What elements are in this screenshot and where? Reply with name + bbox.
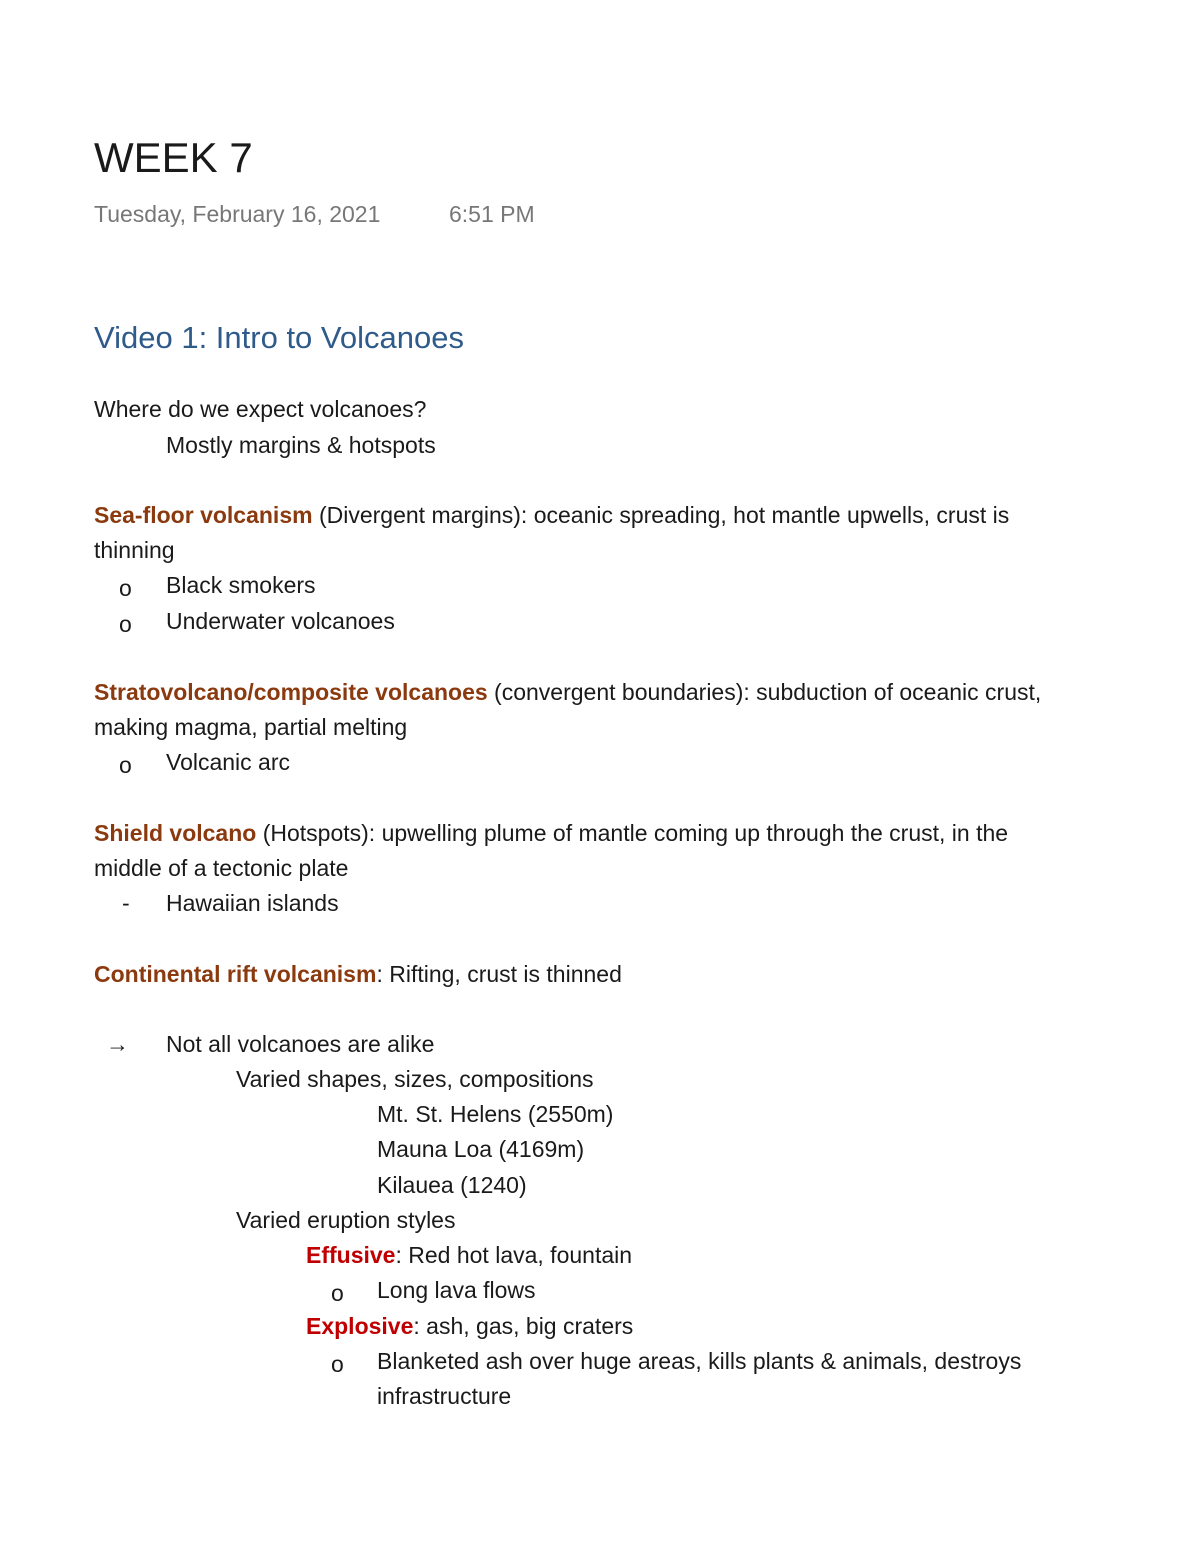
list-item: Blanketed ash over huge areas, kills plants & animals, destroys [377,1348,1022,1374]
page-title: WEEK 7 [94,134,253,181]
list-item: Black smokers [166,572,316,598]
shield-desc-2: middle of a tectonic plate [94,855,349,881]
list-item: Volcanic arc [166,749,291,775]
strato-desc-2: making magma, partial melting [94,714,408,740]
example-item: Kilauea (1240) [377,1172,527,1198]
rift-term: Continental rift volcanism [94,961,377,987]
rift-line [94,958,622,990]
effusive-term: Effusive [306,1242,396,1268]
dash-marker: - [122,890,130,916]
explosive-line [306,1310,633,1342]
effusive-line [306,1239,632,1271]
rift-desc: : Rifting, crust is thinned [376,961,622,987]
page-date: Tuesday, February 16, 2021 [94,201,381,227]
intro-question: Where do we expect volcanoes? [94,396,427,422]
shield-line-1 [94,817,1008,849]
shield-desc-1: (Hotspots): upwelling plume of mantle coming up through the crust, in the [256,820,1009,846]
list-item-continued: infrastructure [377,1383,512,1409]
page-time: 6:51 PM [449,201,535,227]
example-item: Mt. St. Helens (2550m) [377,1101,614,1127]
bullet-marker: o [119,575,132,601]
seafloor-desc-1: (Divergent margins): oceanic spreading, hot mantle upwells, crust is [312,502,1010,528]
explosive-desc: : ash, gas, big craters [413,1313,634,1339]
seafloor-line-1 [94,499,1009,531]
explosive-term: Explosive [306,1313,414,1339]
bullet-marker: o [119,752,132,778]
eruption-styles-line: Varied eruption styles [236,1207,456,1233]
intro-answer: Mostly margins & hotspots [166,432,436,458]
strato-desc-1: (convergent boundaries): subduction of oceanic crust, [487,679,1042,705]
list-item: Underwater volcanoes [166,608,395,634]
bullet-marker: o [331,1280,344,1306]
shapes-line: Varied shapes, sizes, compositions [236,1066,594,1092]
bullet-marker: o [119,611,132,637]
list-item: Long lava flows [377,1277,536,1303]
bullet-marker: o [331,1351,344,1377]
arrow-icon: → [106,1031,129,1057]
effusive-desc: : Red hot lava, fountain [395,1242,633,1268]
seafloor-desc-2: thinning [94,537,175,563]
section-heading: Video 1: Intro to Volcanoes [94,320,464,355]
arrow-line: Not all volcanoes are alike [166,1031,435,1057]
example-item: Mauna Loa (4169m) [377,1136,585,1162]
shield-term: Shield volcano [94,820,257,846]
seafloor-term: Sea-floor volcanism [94,502,313,528]
strato-line-1 [94,676,1041,708]
list-item: Hawaiian islands [166,890,339,916]
strato-term: Stratovolcano/composite volcanoes [94,679,488,705]
